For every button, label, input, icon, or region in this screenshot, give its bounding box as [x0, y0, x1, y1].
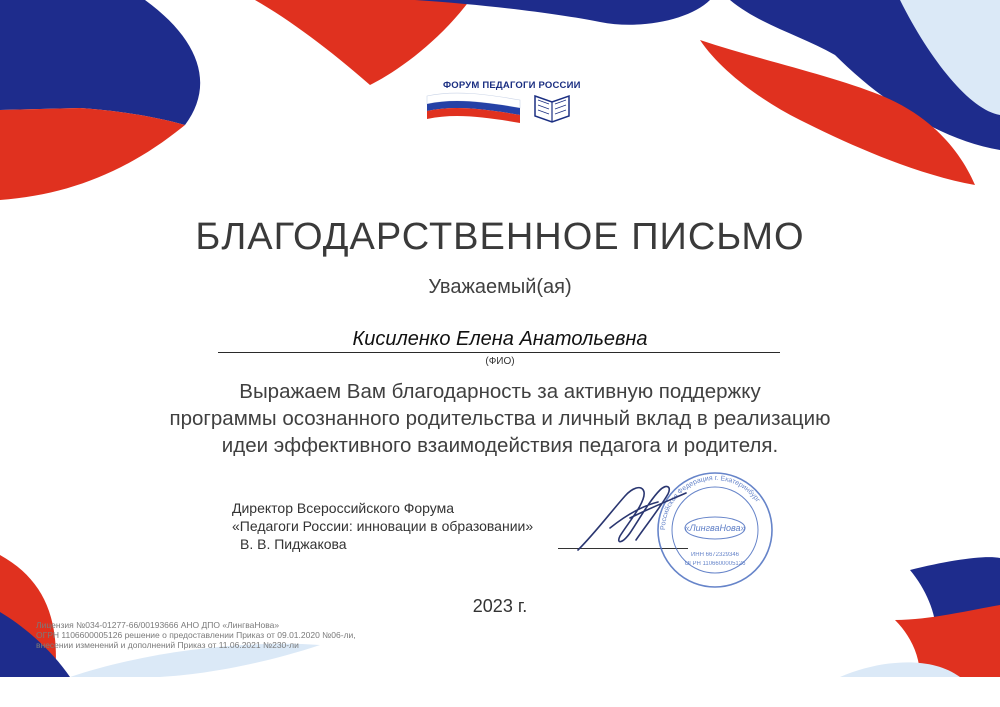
license-info	[36, 620, 356, 650]
signer-title: Директор Всероссийского Форума	[232, 500, 455, 516]
message-line: идеи эффективного взаимодействия педагога и родителя.	[221, 434, 779, 457]
salutation: Уважаемый(ая)	[428, 276, 572, 298]
name-caption: (ФИО)	[485, 356, 515, 367]
license-line: внесении изменений и дополнений Приказ от 11.06.2021 №230-ли	[36, 640, 299, 650]
handwritten-signature	[570, 478, 690, 558]
license-line: ОГРН 1106600005126 решение о предоставлении Приказ от 09.01.2020 №06-ли,	[36, 630, 356, 640]
stamp-ogrn-text: ОГРН 1106600005126	[684, 561, 746, 567]
signer-forum: «Педагоги России: инновации в образовании»	[232, 518, 534, 534]
stamp-center-text: «ЛингваНова»	[684, 523, 746, 533]
recipient-name: Кисиленко Елена Анатольевна	[352, 328, 648, 350]
message-line: Выражаем Вам благодарность за активную поддержку	[239, 380, 761, 403]
certificate-heading: БЛАГОДАРСТВЕННОЕ ПИСЬМО	[195, 216, 805, 258]
name-underline	[218, 352, 780, 353]
gratitude-message	[80, 378, 920, 459]
stamp-ring-text: Российская Федерация г. Екатеринбург	[659, 474, 761, 531]
signer-block	[232, 499, 533, 553]
signer-name: В. В. Пиджакова	[240, 536, 347, 552]
stamp-inn-text: ИНН 6672329346	[690, 552, 740, 558]
message-line: программы осознанного родительства и личный вклад в реализацию	[169, 407, 831, 430]
year: 2023 г.	[472, 596, 528, 616]
logo-title: ФОРУМ ПЕДАГОГИ РОССИИ	[443, 80, 581, 91]
forum-logo	[425, 78, 585, 126]
license-line: Лицензия №034-01277-66/00193666 АНО ДПО «ЛингваНова»	[36, 620, 280, 630]
